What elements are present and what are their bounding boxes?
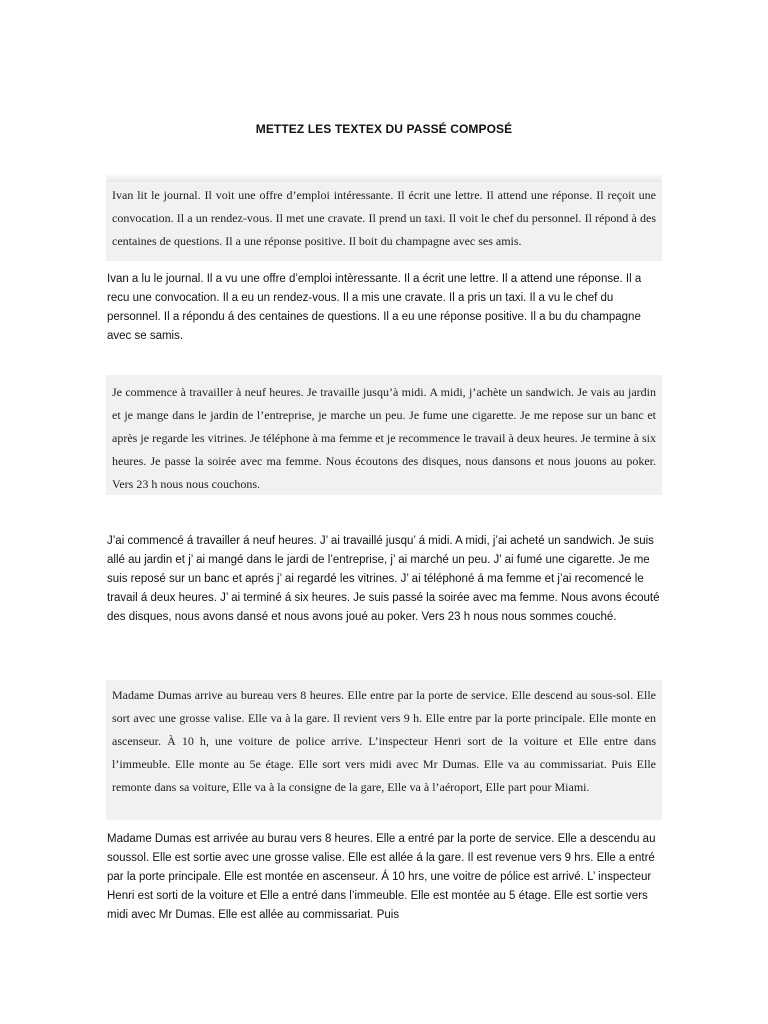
answer-text-1: Ivan a lu le journal. Il a vu une offre d’emploi intèressante. Il a écrit une lettre. Il a attend une réponse. Il a recu une convocation. Il a eu un rendez-vous. Il a mis une cravate. Il a pris un taxi. Il a vu le chef du personnel. Il a répondu á des centaines de questions. Il a eu une réponse positive. Il a bu du champagne avec se samis.	[107, 273, 642, 342]
source-text-scan-3	[106, 680, 662, 820]
source-text-2: Je commence à travailler à neuf heures. Je travaille jusqu’à midi. A midi, j’achète un sandwich. Je vais au jardin et je mange dans le jardin de l’entreprise, je marche un peu. Je fume une cigarette. Je me repose sur un banc et après je regarde les vitrines. Je téléphone à ma femme et je recommence le travail à deux heures. Je termine à six heures. Je passe la soirée avec ma femme. Nous écoutons des disques, nous dansons et nous jouons au poker. Vers 23 h nous nous couchons.	[112, 385, 656, 491]
source-text-3: Madame Dumas arrive au bureau vers 8 heures. Elle entre par la porte de service. Elle descend au sous-sol. Elle sort avec une grosse valise. Elle va à la gare. Il revient vers 9 h. Elle entre par la porte principale. Elle monte en ascenseur. À 10 h, une voiture de police arrive. L’inspecteur Henri sort de la voiture et Elle entre dans l’immeuble. Elle monte au 5e étage. Elle sort vers midi avec Mr Dumas. Elle va au commissariat. Puis Elle remonte dans sa voiture, Elle va à la consigne de la gare, Elle va à l’aéroport, Elle part pour Miami.	[112, 688, 656, 794]
scan-cropped-header	[106, 173, 662, 182]
source-text-scan-2	[106, 375, 662, 495]
source-text-1: Ivan lit le journal. Il voit une offre d’emploi intéressante. Il écrit une lettre. Il attend une réponse. Il reçoit une convocation. Il a un rendez-vous. Il met une cravate. Il prend un taxi. Il voit le chef du personnel. Il répond à des centaines de questions. Il a une réponse positive. Il boit du champagne avec ses amis.	[112, 188, 656, 248]
page-title: METTEZ LES TEXTEX DU PASSÉ COMPOSÉ	[255, 122, 513, 136]
source-text-scan-1	[106, 173, 662, 261]
answer-text-3: Madame Dumas est arrivée au burau vers 8 heures. Elle a entré par la porte de service. Elle a descendu au soussol. Elle est sortie avec une grosse valise. Elle est allée á la gare. Il est revenue vers 9 hrs. Elle a entré par la porte principale. Elle est montée en ascenseur. Á 10 hrs, une voitre de pólice est arrivé. L’ inspecteur Henri est sorti de la voiture et Elle a entré dans l’immeuble. Elle est montée au 5 étage. Elle est sortie vers midi avec Mr Dumas. Elle est allée au commissariat. Puis	[107, 833, 656, 921]
answer-text-2: J’ai commencé á travailler á neuf heures. J’ ai travaillé jusqu’ á midi. A midi, j’ai acheté un sandwich. Je suis allé au jardin et j’ ai mangé dans le jardi de l’entreprise, j’ ai marché un peu. J’ ai fumé une cigarette. Je me suis reposé sur un banc et aprés j’ ai regardé les vitrines. J’ ai téléphoné á ma femme et j’ai recomencé le travail á deux heures. J’ ai terminé á six heures. Je suis passé la soirée avec ma femme. Nous avons écouté des disques, nous avons dansé et nous avons joué au poker. Vers 23 h nous nous sommes couché.	[107, 535, 660, 623]
